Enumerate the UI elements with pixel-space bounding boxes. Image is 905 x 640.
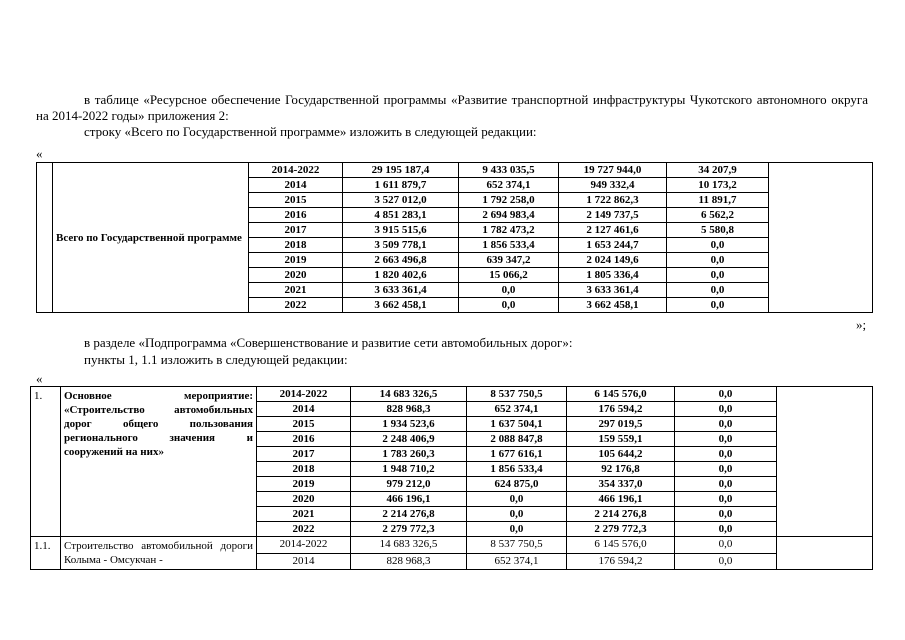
cell-v3: 354 337,0 [567, 477, 675, 492]
close-quote-1: »; [856, 317, 867, 332]
cell-v2: 0,0 [467, 507, 567, 522]
cell-v1: 828 968,3 [351, 553, 467, 570]
cell-v1: 3 915 515,6 [343, 223, 459, 238]
cell-year: 2021 [257, 507, 351, 522]
cell-v2: 1 856 533,4 [467, 462, 567, 477]
cell-v2: 1 637 504,1 [467, 417, 567, 432]
cell-year: 2014-2022 [257, 537, 351, 554]
cell-v3: 2 127 461,6 [559, 223, 667, 238]
cell-year: 2020 [257, 492, 351, 507]
cell-v1: 3 633 361,4 [343, 283, 459, 298]
item-number: 1.1. [31, 537, 61, 570]
cell-v4: 0,0 [667, 298, 769, 313]
cell-v1: 2 214 276,8 [351, 507, 467, 522]
cell-v1: 14 683 326,5 [351, 387, 467, 402]
cell-year: 2014 [257, 553, 351, 570]
cell-v1: 3 662 458,1 [343, 298, 459, 313]
cell-v3: 949 332,4 [559, 178, 667, 193]
table-total-program [36, 162, 873, 313]
cell-v4: 0,0 [675, 537, 777, 554]
cell-v2: 1 677 616,1 [467, 447, 567, 462]
empty-cell [777, 387, 873, 537]
cell-v2: 0,0 [459, 283, 559, 298]
cell-v3: 92 176,8 [567, 462, 675, 477]
empty-cell [37, 163, 53, 313]
cell-v3: 6 145 576,0 [567, 537, 675, 554]
cell-v4: 0,0 [675, 477, 777, 492]
cell-v3: 105 644,2 [567, 447, 675, 462]
cell-v2: 639 347,2 [459, 253, 559, 268]
cell-v4: 5 580,8 [667, 223, 769, 238]
cell-year: 2015 [257, 417, 351, 432]
cell-v4: 0,0 [675, 432, 777, 447]
empty-cell [769, 163, 873, 313]
open-quote-2: « [36, 371, 43, 386]
cell-v1: 1 934 523,6 [351, 417, 467, 432]
cell-v4: 0,0 [667, 253, 769, 268]
cell-v3: 6 145 576,0 [567, 387, 675, 402]
cell-v3: 1 805 336,4 [559, 268, 667, 283]
cell-v2: 0,0 [459, 298, 559, 313]
cell-v3: 1 722 862,3 [559, 193, 667, 208]
cell-v2: 8 537 750,5 [467, 387, 567, 402]
cell-v3: 3 662 458,1 [559, 298, 667, 313]
cell-v4: 34 207,9 [667, 163, 769, 178]
cell-v3: 1 653 244,7 [559, 238, 667, 253]
cell-v1: 2 663 496,8 [343, 253, 459, 268]
cell-year: 2020 [249, 268, 343, 283]
cell-v4: 11 891,7 [667, 193, 769, 208]
cell-v1: 3 509 778,1 [343, 238, 459, 253]
cell-v3: 3 633 361,4 [559, 283, 667, 298]
empty-cell [777, 537, 873, 570]
cell-year: 2016 [249, 208, 343, 223]
cell-v1: 14 683 326,5 [351, 537, 467, 554]
cell-v1: 4 851 283,1 [343, 208, 459, 223]
cell-v4: 0,0 [675, 553, 777, 570]
cell-v4: 0,0 [667, 238, 769, 253]
cell-v1: 2 279 772,3 [351, 522, 467, 537]
cell-year: 2018 [249, 238, 343, 253]
cell-year: 2019 [257, 477, 351, 492]
cell-v2: 9 433 035,5 [459, 163, 559, 178]
item-number: 1. [31, 387, 61, 537]
cell-year: 2022 [257, 522, 351, 537]
cell-v4: 6 562,2 [667, 208, 769, 223]
cell-v2: 2 694 983,4 [459, 208, 559, 223]
row-label: Всего по Государственной программе [53, 163, 249, 313]
cell-year: 2017 [257, 447, 351, 462]
table-row [37, 163, 873, 178]
middle-instruction: пункты 1, 1.1 изложить в следующей редакции: [84, 352, 348, 367]
cell-year: 2017 [249, 223, 343, 238]
cell-v3: 2 214 276,8 [567, 507, 675, 522]
cell-v4: 0,0 [667, 268, 769, 283]
cell-v2: 652 374,1 [459, 178, 559, 193]
cell-v3: 466 196,1 [567, 492, 675, 507]
cell-v3: 159 559,1 [567, 432, 675, 447]
cell-v4: 0,0 [675, 402, 777, 417]
cell-v3: 297 019,5 [567, 417, 675, 432]
cell-v3: 2 024 149,6 [559, 253, 667, 268]
cell-v1: 1 948 710,2 [351, 462, 467, 477]
cell-v2: 624 875,0 [467, 477, 567, 492]
cell-v1: 1 611 879,7 [343, 178, 459, 193]
cell-v2: 652 374,1 [467, 402, 567, 417]
cell-v3: 176 594,2 [567, 402, 675, 417]
cell-v1: 466 196,1 [351, 492, 467, 507]
cell-v2: 0,0 [467, 522, 567, 537]
table-row [31, 537, 873, 554]
cell-v1: 828 968,3 [351, 402, 467, 417]
cell-v2: 2 088 847,8 [467, 432, 567, 447]
cell-year: 2014-2022 [257, 387, 351, 402]
cell-v2: 1 782 473,2 [459, 223, 559, 238]
table-subprogram [30, 386, 873, 570]
cell-v1: 2 248 406,9 [351, 432, 467, 447]
cell-v2: 8 537 750,5 [467, 537, 567, 554]
open-quote-1: « [36, 146, 43, 161]
cell-v3: 2 149 737,5 [559, 208, 667, 223]
cell-year: 2021 [249, 283, 343, 298]
cell-year: 2014-2022 [249, 163, 343, 178]
cell-v4: 10 173,2 [667, 178, 769, 193]
cell-v2: 1 856 533,4 [459, 238, 559, 253]
cell-v3: 19 727 944,0 [559, 163, 667, 178]
item-name: Строительство автомобильной дороги Колыма - Омсукчан - [61, 537, 257, 570]
cell-v1: 979 212,0 [351, 477, 467, 492]
cell-v4: 0,0 [675, 447, 777, 462]
cell-v1: 1 820 402,6 [343, 268, 459, 283]
cell-v4: 0,0 [675, 522, 777, 537]
cell-v2: 652 374,1 [467, 553, 567, 570]
cell-v3: 176 594,2 [567, 553, 675, 570]
cell-v4: 0,0 [675, 462, 777, 477]
cell-v1: 3 527 012,0 [343, 193, 459, 208]
cell-v4: 0,0 [667, 283, 769, 298]
cell-v4: 0,0 [675, 507, 777, 522]
cell-v2: 0,0 [467, 492, 567, 507]
cell-v2: 1 792 258,0 [459, 193, 559, 208]
cell-year: 2016 [257, 432, 351, 447]
table-row [31, 387, 873, 402]
cell-year: 2022 [249, 298, 343, 313]
cell-v4: 0,0 [675, 387, 777, 402]
cell-v2: 15 066,2 [459, 268, 559, 283]
item-name: Основное мероприятие: «Строительство автомобильных дорог общего пользования регионального значения и сооружений на них» [61, 387, 257, 537]
cell-v1: 1 783 260,3 [351, 447, 467, 462]
cell-year: 2019 [249, 253, 343, 268]
cell-year: 2014 [257, 402, 351, 417]
intro-paragraph: в таблице «Ресурсное обеспечение Государственной программы «Развитие транспортной инфраструктуры Чукотского автономного округа на 2014-2022 годы» приложения 2: [36, 92, 868, 123]
cell-v3: 2 279 772,3 [567, 522, 675, 537]
intro-instruction: строку «Всего по Государственной программе» изложить в следующей редакции: [84, 124, 537, 139]
cell-v1: 29 195 187,4 [343, 163, 459, 178]
cell-v4: 0,0 [675, 417, 777, 432]
middle-paragraph: в разделе «Подпрограмма «Совершенствование и развитие сети автомобильных дорог»: [84, 335, 573, 350]
cell-year: 2015 [249, 193, 343, 208]
cell-v4: 0,0 [675, 492, 777, 507]
cell-year: 2018 [257, 462, 351, 477]
cell-year: 2014 [249, 178, 343, 193]
